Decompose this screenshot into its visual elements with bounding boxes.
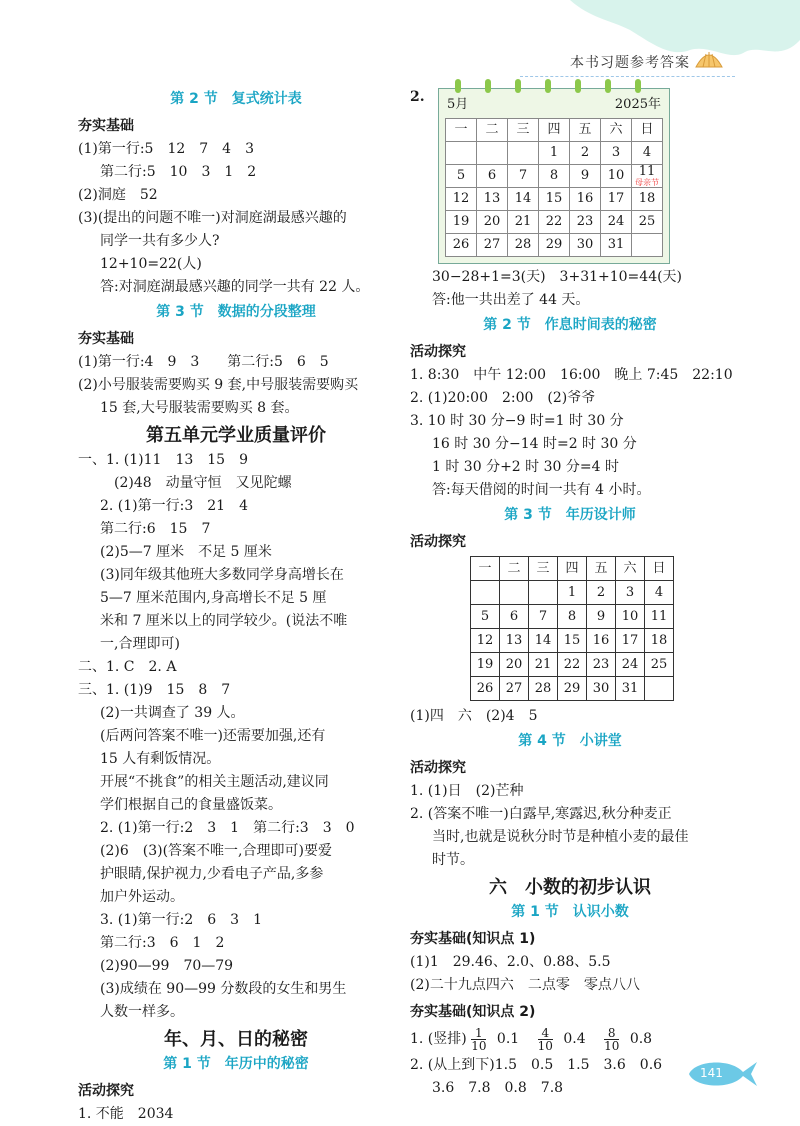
weekday-header: 日 [645, 557, 674, 581]
answer-line: 米和 7 厘米以上的同学较少。(说法不唯 [100, 613, 348, 629]
weekday-header: 五 [587, 557, 616, 581]
weekday-header: 四 [539, 119, 570, 142]
weekday-header: 四 [558, 557, 587, 581]
answer-line: 15 人有剩饭情况。 [100, 751, 221, 767]
answer-line: (2)90—99 70—79 [100, 958, 234, 974]
calendar-day: 27 [500, 677, 529, 701]
answer-line: 12+10=22(人) [100, 256, 202, 272]
calendar-day: 30 [587, 677, 616, 701]
calendar-day: 31 [601, 234, 632, 257]
calendar-day: 2 [570, 142, 601, 165]
weekday-header: 一 [446, 119, 477, 142]
answer-line: 开展“不挑食”的相关主题活动,建议同 [100, 774, 329, 790]
weekday-header: 一 [471, 557, 500, 581]
answer-line: 加户外运动。 [100, 889, 184, 905]
calendar-day: 18 [632, 188, 663, 211]
answer-line: (1)第一行:5 12 7 4 3 [78, 141, 254, 157]
calendar-day: 14 [508, 188, 539, 211]
calendar-day: 29 [539, 234, 570, 257]
answer-line: 答:对洞庭湖最感兴趣的同学一共有 22 人。 [100, 279, 370, 295]
answer-line: (2)一共调查了 39 人。 [100, 705, 245, 721]
calendar-day: 14 [529, 629, 558, 653]
answer-line: 1. 8:30 中午 12:00 16:00 晚上 7:45 22:10 [410, 367, 733, 383]
numerator: 8 [604, 1027, 619, 1040]
header-title: 本书习题参考答案 [570, 55, 690, 71]
calendar-day: 17 [616, 629, 645, 653]
calendar-day: 3 [601, 142, 632, 165]
calendar-ring [485, 79, 491, 93]
calendar-ring [455, 79, 461, 93]
calendar-day: 16 [570, 188, 601, 211]
calendar-day: 9 [587, 605, 616, 629]
calendar-day: 6 [477, 165, 508, 188]
answer-line: 2. (1)第一行:3 21 4 [100, 498, 248, 514]
calendar-day: 22 [558, 653, 587, 677]
answer-line: 学们根据自己的食量盛饭菜。 [100, 797, 282, 813]
calendar-day: 28 [508, 234, 539, 257]
calendar-day: 16 [587, 629, 616, 653]
weekday-header: 五 [570, 119, 601, 142]
calendar-day: 2 [587, 581, 616, 605]
calendar-day [645, 677, 674, 701]
calendar-ring [515, 79, 521, 93]
answer-line: 16 时 30 分−14 时=2 时 30 分 [432, 436, 637, 452]
right-column [410, 86, 733, 1100]
calendar-ring [605, 79, 611, 93]
calendar-day: 26 [446, 234, 477, 257]
answer-line: 30−28+1=3(天) 3+31+10=44(天) [432, 269, 683, 285]
weekday-header: 六 [601, 119, 632, 142]
answer-line: 2. (从上到下)1.5 0.5 1.5 3.6 0.6 [410, 1057, 663, 1073]
calendar-day [477, 142, 508, 165]
calendar-day: 17 [601, 188, 632, 211]
answer-line: 5—7 厘米范围内,身高增长不足 5 厘 [100, 590, 327, 606]
answer-line: 一,合理即可) [100, 636, 180, 652]
unit-title: 六 小数的初步认识 [489, 877, 651, 898]
answer-line: 3. (1)第一行:2 6 3 1 [100, 912, 262, 928]
calendar-day: 19 [446, 211, 477, 234]
calendar-day: 31 [616, 677, 645, 701]
calendar-day: 13 [500, 629, 529, 653]
weekday-header: 二 [500, 557, 529, 581]
denominator: 10 [604, 1038, 620, 1053]
answer-line: (2)5—7 厘米 不足 5 厘米 [100, 544, 272, 560]
answer-line: 2. (1)20:00 2:00 (2)爷爷 [410, 390, 596, 406]
calendar-grid [445, 118, 663, 257]
calendar-ring [545, 79, 551, 93]
calendar-day: 27 [477, 234, 508, 257]
subsection-title: 活动探究 [410, 344, 466, 360]
answer-line: 护眼睛,保护视力,少看电子产品,多参 [100, 866, 324, 882]
weekday-header: 二 [477, 119, 508, 142]
calendar-day: 23 [570, 211, 601, 234]
subsection-title: 夯实基础(知识点 1) [410, 931, 536, 947]
calendar-day: 9 [570, 165, 601, 188]
fraction [604, 1027, 619, 1052]
answer-line: (3)成绩在 90—99 分数段的女生和男生 [100, 981, 347, 997]
calendar-day: 29 [558, 677, 587, 701]
calendar-day: 12 [471, 629, 500, 653]
calendar-day: 25 [632, 211, 663, 234]
answer-line: 3.6 7.8 0.8 7.8 [432, 1080, 564, 1096]
subsection-title: 夯实基础 [78, 118, 134, 134]
section-title: 第 4 节 小讲堂 [518, 733, 622, 749]
weekday-header: 六 [616, 557, 645, 581]
unit-title: 第五单元学业质量评价 [146, 425, 326, 446]
weekday-header: 三 [529, 557, 558, 581]
calendar-day: 10 [601, 165, 632, 188]
answer-text: 1. (竖排) [410, 1031, 467, 1047]
calendar-design-table [470, 556, 674, 701]
mothers-day-label: 母亲节 [635, 177, 659, 187]
calendar-day: 6 [500, 605, 529, 629]
subsection-title: 夯实基础 [78, 331, 134, 347]
calendar-day: 5 [471, 605, 500, 629]
calendar-day: 15 [539, 188, 570, 211]
subsection-title: 活动探究 [410, 534, 466, 550]
fraction [538, 1027, 553, 1052]
header-cloud-decoration [570, 0, 800, 60]
calendar-ring [635, 79, 641, 93]
section-title: 第 3 节 年历设计师 [504, 507, 636, 523]
answer-text: 0.8 [629, 1031, 653, 1047]
answer-line: 第二行:3 6 1 2 [100, 935, 225, 951]
calendar-day [632, 234, 663, 257]
calendar-day: 22 [539, 211, 570, 234]
answer-line: 当时,也就是说秋分时节是种植小麦的最佳 [432, 829, 689, 845]
answer-text: 0.1 [496, 1031, 520, 1047]
calendar-day: 15 [558, 629, 587, 653]
calendar-month: 5月 [447, 97, 469, 112]
answer-line: 15 套,大号服装需要购买 8 套。 [100, 400, 299, 416]
calendar-day: 1 [558, 581, 587, 605]
page-number: 141 [700, 1066, 723, 1080]
left-column [78, 86, 394, 1126]
answer-line: 同学一共有多少人? [100, 233, 220, 249]
fraction [471, 1027, 486, 1052]
section-title: 第 1 节 认识小数 [511, 904, 629, 920]
calendar-day: 25 [645, 653, 674, 677]
answer-line: 1. 不能 2034 [78, 1106, 174, 1122]
calendar-day: 24 [601, 211, 632, 234]
subsection-title: 夯实基础(知识点 2) [410, 1004, 536, 1020]
calendar-day: 20 [500, 653, 529, 677]
answer-line: 1. (1)日 (2)芒种 [410, 783, 524, 799]
section-title: 第 2 节 作息时间表的秘密 [483, 317, 657, 333]
header-divider [520, 76, 735, 77]
answer-line: (3)(提出的问题不唯一)对洞庭湖最感兴趣的 [78, 210, 347, 226]
calendar-day: 21 [529, 653, 558, 677]
answer-line: 1 时 30 分+2 时 30 分=4 时 [432, 459, 619, 475]
weekday-header: 日 [632, 119, 663, 142]
answer-line: 人数一样多。 [100, 1004, 184, 1020]
calendar-day: 4 [632, 142, 663, 165]
answer-line: 答:每天借阅的时间一共有 4 小时。 [432, 482, 651, 498]
answer-line: 2. (答案不唯一)白露早,寒露迟,秋分种麦正 [410, 806, 672, 822]
answer-line: 第二行:6 15 7 [100, 521, 211, 537]
calendar-day-mothers-day [632, 165, 663, 188]
shell-icon [694, 47, 724, 71]
calendar-day: 28 [529, 677, 558, 701]
answer-line: 一、1. (1)11 13 15 9 [78, 452, 248, 468]
calendar-day: 21 [508, 211, 539, 234]
section-title: 第 3 节 数据的分段整理 [156, 304, 316, 320]
answer-line: (2)48 动量守恒 又见陀螺 [114, 475, 292, 491]
subsection-title: 活动探究 [410, 760, 466, 776]
answer-line: 第二行:5 10 3 1 2 [100, 164, 257, 180]
section-title: 第 2 节 复式统计表 [170, 91, 302, 107]
calendar-day [500, 581, 529, 605]
calendar-day: 10 [616, 605, 645, 629]
answer-line: (3)同年级其他班大多数同学身高增长在 [100, 567, 344, 583]
section-title: 第 1 节 年历中的秘密 [163, 1056, 309, 1072]
answer-line: 答:他一共出差了 44 天。 [432, 292, 590, 308]
subsection-title: 活动探究 [78, 1083, 134, 1099]
calendar-day: 19 [471, 653, 500, 677]
calendar-day: 20 [477, 211, 508, 234]
calendar-day: 3 [616, 581, 645, 605]
denominator: 10 [537, 1038, 553, 1053]
calendar-day: 7 [529, 605, 558, 629]
calendar-day: 18 [645, 629, 674, 653]
calendar-day: 8 [558, 605, 587, 629]
calendar-day [446, 142, 477, 165]
calendar-day: 11 [645, 605, 674, 629]
calendar-ring [575, 79, 581, 93]
answer-line: (1)第一行:4 9 3 第二行:5 6 5 [78, 354, 329, 370]
answer-line: (1)四 六 (2)4 5 [410, 708, 538, 724]
calendar-day: 12 [446, 188, 477, 211]
calendar-day [471, 581, 500, 605]
weekday-header: 三 [508, 119, 539, 142]
calendar-day: 5 [446, 165, 477, 188]
calendar-day [529, 581, 558, 605]
answer-line: 二、1. C 2. A [78, 659, 177, 675]
fraction-answer-line [410, 1024, 730, 1054]
calendar-may-2025 [438, 88, 670, 264]
calendar-day: 23 [587, 653, 616, 677]
calendar-day: 30 [570, 234, 601, 257]
answer-line: (2)6 (3)(答案不唯一,合理即可)要爱 [100, 843, 332, 859]
answer-text: 0.4 [563, 1031, 586, 1047]
unit-title: 年、月、日的秘密 [164, 1029, 308, 1050]
numerator: 4 [538, 1027, 553, 1040]
answer-line: 2. (1)第一行:2 3 1 第二行:3 3 0 [100, 820, 355, 836]
answer-line: 3. 10 时 30 分−9 时=1 时 30 分 [410, 413, 624, 429]
calendar-day [508, 142, 539, 165]
answer-line: 时节。 [432, 852, 474, 868]
answer-line: (2)小号服装需要购买 9 套,中号服装需要购买 [78, 377, 359, 393]
question-number: 2. [410, 89, 425, 105]
numerator: 1 [471, 1027, 486, 1040]
calendar-day: 4 [645, 581, 674, 605]
calendar-day: 8 [539, 165, 570, 188]
calendar-day: 1 [539, 142, 570, 165]
answer-line: (后两问答案不唯一)还需要加强,还有 [100, 728, 326, 744]
calendar-day: 7 [508, 165, 539, 188]
calendar-year: 2025年 [614, 97, 661, 112]
answer-line: (1)1 29.46、2.0、0.88、5.5 [410, 954, 611, 970]
answer-line: (2)二十九点四六 二点零 零点八八 [410, 977, 640, 993]
calendar-day: 13 [477, 188, 508, 211]
answer-line: (2)洞庭 52 [78, 187, 158, 203]
calendar-day: 24 [616, 653, 645, 677]
answer-line: 三、1. (1)9 15 8 7 [78, 682, 231, 698]
calendar-day-number: 11 [638, 163, 656, 179]
denominator: 10 [471, 1038, 487, 1053]
calendar-day: 26 [471, 677, 500, 701]
